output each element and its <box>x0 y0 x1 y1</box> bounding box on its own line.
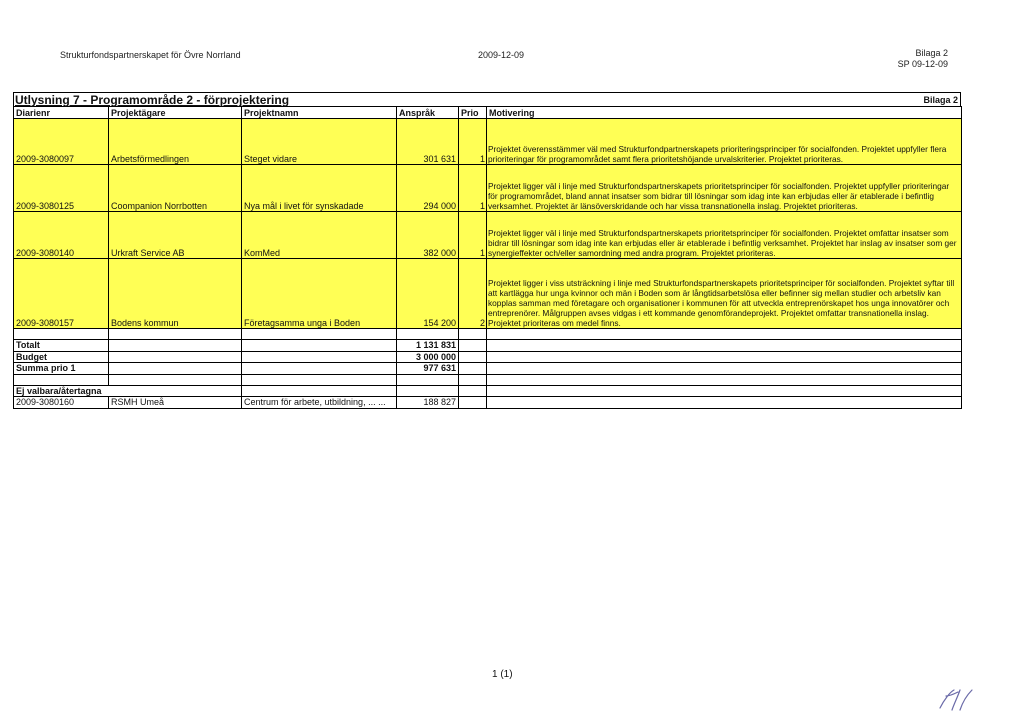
rejected-owner: RSMH Umeå <box>109 397 242 409</box>
col-header-diarienr: Diarienr <box>14 107 109 119</box>
row-diarienr: 2009-3080097 <box>14 119 109 165</box>
row-prio: 2 <box>459 259 487 329</box>
document-date: 2009-12-09 <box>478 50 525 60</box>
summary-value: 977 631 <box>397 363 459 375</box>
table-title: Utlysning 7 - Programområde 2 - förprojektering <box>15 93 290 107</box>
row-motivation: Projektet ligger väl i linje med Strukturfondspartnerskapets prioritetsprinciper för socialfonden. Projektet uppfyller prioriteringar för programområdet, bland annat insatser som bidrar till lösningar som idag inte kan erbjudas eller är etablerade i befintlig verksamhet. Projektet är länsöverskridande och har vissa transnationella inslag. Projektet prioriteras. <box>487 165 962 212</box>
rejected-amount: 188 827 <box>397 397 459 409</box>
projects-table-wrapper <box>13 92 961 409</box>
row-amount: 154 200 <box>397 259 459 329</box>
row-owner: Coompanion Norrbotten <box>109 165 242 212</box>
rejected-diarienr: 2009-3080160 <box>14 397 109 409</box>
reference-label: SP 09-12-09 <box>897 59 948 69</box>
table-title-attachment: Bilaga 2 <box>923 95 958 105</box>
summary-row-prio1 <box>14 363 962 375</box>
blank-row <box>14 329 962 340</box>
table-row <box>14 259 962 329</box>
col-header-name: Projektnamn <box>242 107 397 119</box>
summary-row-total <box>14 340 962 352</box>
table-header-row <box>14 107 962 119</box>
summary-label: Budget <box>14 351 109 363</box>
row-project-name: KomMed <box>242 212 397 259</box>
col-header-motivation: Motivering <box>487 107 962 119</box>
projects-table <box>13 106 962 409</box>
col-header-amount: Anspråk <box>397 107 459 119</box>
row-diarienr: 2009-3080157 <box>14 259 109 329</box>
row-motivation: Projektet ligger i viss utsträckning i linje med Strukturfondspartnerskapets prioritetsprinciper för socialfonden. Projektet syftar till att kartlägga hur unga kvinnor och män i Boden som är långtidsarbetslösa eller befinner sig mellan studier och arbetsliv kan kopplas samman med företagare och organisationer i kommunen för att utveckla entreprenörskapet hos unga innovatörer och entreprenörer. Målgruppen avses vidgas i ett kommande genomförandeprojekt. Projektet omfattar transnationella inslag. Projektet prioriteras om medel finns. <box>487 259 962 329</box>
table-row <box>14 119 962 165</box>
summary-label: Summa prio 1 <box>14 363 109 375</box>
row-prio: 1 <box>459 165 487 212</box>
table-title-row <box>13 92 961 106</box>
row-motivation: Projektet ligger väl i linje med Strukturfondspartnerskapets prioritetsprinciper för socialfonden. Projektet omfattar insatser som bidrar till lösningar som idag inte kan erbjudas eller är etablerade i befintlig verksamhet. Projektet har inslag av insatser som ger synergieffekter och/eller samordning med andra program. Projektet prioriteras. <box>487 212 962 259</box>
row-owner: Arbetsförmedlingen <box>109 119 242 165</box>
row-amount: 382 000 <box>397 212 459 259</box>
summary-row-budget <box>14 351 962 363</box>
row-prio: 1 <box>459 212 487 259</box>
attachment-label: Bilaga 2 <box>915 48 948 58</box>
signature-mark <box>936 686 976 714</box>
table-row <box>14 212 962 259</box>
rejected-heading: Ej valbara/återtagna <box>14 385 242 397</box>
row-motivation: Projektet överensstämmer väl med Strukturfondpartnerskapets prioriteringsprinciper för socialfonden. Projektet uppfyller flera prioriteringar för programområdet samt flera prioritetshöjande urvalskriterier. Projektet prioriteras. <box>487 119 962 165</box>
blank-row <box>14 374 962 385</box>
row-owner: Bodens kommun <box>109 259 242 329</box>
row-amount: 294 000 <box>397 165 459 212</box>
row-project-name: Företagsamma unga i Boden <box>242 259 397 329</box>
summary-label: Totalt <box>14 340 109 352</box>
row-prio: 1 <box>459 119 487 165</box>
col-header-owner: Projektägare <box>109 107 242 119</box>
page-number: 1 (1) <box>492 669 513 680</box>
rejected-project-name: Centrum för arbete, utbildning, ... ... <box>242 397 397 409</box>
table-row <box>14 165 962 212</box>
rejected-heading-row <box>14 385 962 397</box>
row-diarienr: 2009-3080125 <box>14 165 109 212</box>
row-project-name: Nya mål i livet för synskadade <box>242 165 397 212</box>
summary-value: 3 000 000 <box>397 351 459 363</box>
row-amount: 301 631 <box>397 119 459 165</box>
rejected-row <box>14 397 962 409</box>
row-project-name: Steget vidare <box>242 119 397 165</box>
organization-name: Strukturfondspartnerskapet för Övre Norrland <box>60 50 241 60</box>
row-owner: Urkraft Service AB <box>109 212 242 259</box>
col-header-prio: Prio <box>459 107 487 119</box>
row-diarienr: 2009-3080140 <box>14 212 109 259</box>
summary-value: 1 131 831 <box>397 340 459 352</box>
attachment-info <box>898 48 948 70</box>
